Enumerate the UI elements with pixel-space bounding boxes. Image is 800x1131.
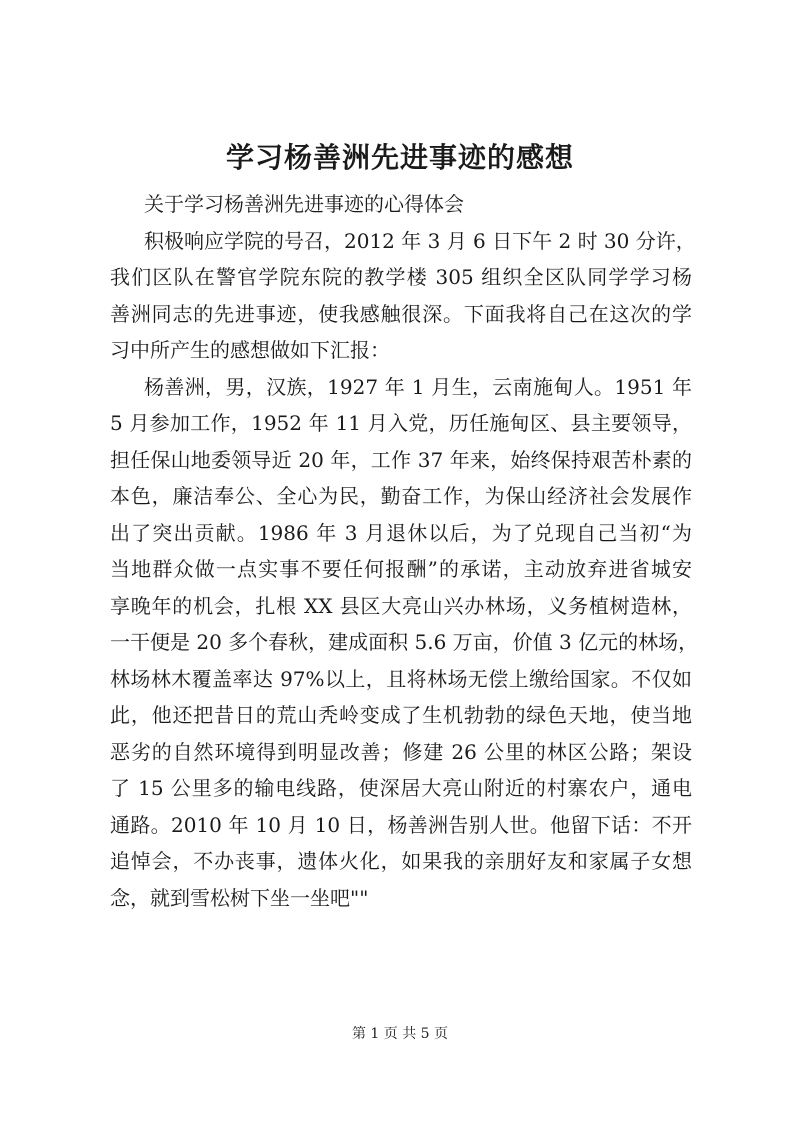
text-line: 追悼会，不办丧事，遗体火化，如果我的亲朋好友和家属子女想 [110, 849, 692, 873]
text-line: 林场林木覆盖率达 97%以上，且将林场无偿上缴给国家。不仅如 [110, 666, 692, 691]
text-line: 我们区队在警官学院东院的教学楼 305 组织全区队同学学习杨 [110, 265, 692, 289]
document-title: 学习杨善洲先进事迹的感想 [225, 141, 574, 174]
text-line: 善洲同志的先进事迹，使我感触很深。下面我将自己在这次的学 [110, 301, 692, 326]
text-line: 5 月参加工作，1952 年 11 月入党，历任施甸区、县主要领导， [110, 411, 692, 435]
text-line: 关于学习杨善洲先进事迹的心得体会 [144, 192, 464, 216]
document-body [110, 186, 699, 916]
text-line: 了 15 公里多的输电线路，使深居大亮山附近的村寨农户，通电 [110, 776, 692, 800]
page-footer: 第 1 页 共 5 页 [351, 1026, 449, 1042]
text-line: 担任保山地委领导近 20 年，工作 37 年来，始终保持艰苦朴素的 [110, 447, 692, 472]
text-line: 此，他还把昔日的荒山秃岭变成了生机勃勃的绿色天地，使当地 [110, 703, 692, 727]
text-line: 恶劣的自然环境得到明显改善；修建 26 公里的林区公路；架设 [110, 739, 692, 764]
text-line: 念，就到雪松树下坐一坐吧"" [110, 885, 369, 910]
text-line: 一干便是 20 多个春秋，建成面积 5.6 万亩，价值 3 亿元的林场， [110, 630, 699, 654]
text-line: 出了突出贡献。1986 年 3 月退休以后，为了兑现自己当初“为 [110, 520, 692, 545]
text-line: 杨善洲，男，汉族，1927 年 1 月生，云南施甸人。1951 年 [144, 374, 692, 399]
text-line: 积极响应学院的号召，2012 年 3 月 6 日下午 2 时 30 分许， [144, 228, 696, 253]
text-line: 通路。2010 年 10 月 10 日，杨善洲告别人世。他留下话：不开 [110, 812, 692, 837]
text-line: 享晚年的机会，扎根 XX 县区大亮山兴办林场，义务植树造林， [110, 593, 692, 618]
text-line: 习中所产生的感想做如下汇报： [110, 338, 390, 362]
text-line: 当地群众做一点实事不要任何报酬”的承诺，主动放弃进省城安 [110, 557, 692, 581]
text-line: 本色，廉洁奉公、全心为民，勤奋工作，为保山经济社会发展作 [110, 484, 692, 508]
